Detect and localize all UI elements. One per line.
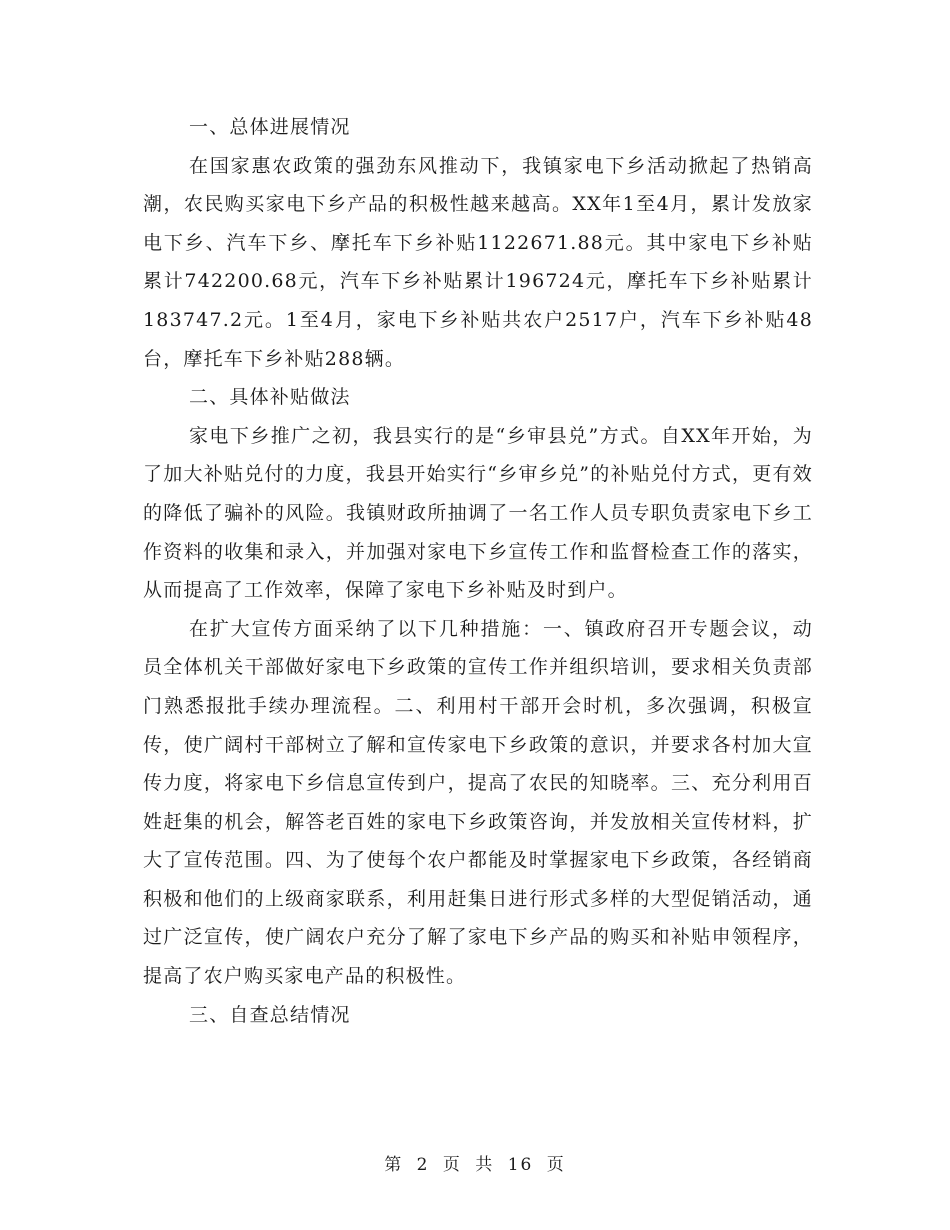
document-body	[143, 108, 813, 1034]
section-heading-subsidy-practice: 二、具体补贴做法	[189, 386, 351, 409]
paragraph-subsidy-method: 家电下乡推广之初，我县实行的是“乡审县兑”方式。自XX年开始，为了加大补贴兑付的力度，我县开始实行“乡审乡兑”的补贴兑付方式，更有效的降低了骗补的风险。我镇财政所抽调了一名工作人员专职负责家电下乡工作资料的收集和录入，并加强对家电下乡宣传工作和监督检查工作的落实，从而提高了工作效率，保障了家电下乡补贴及时到户。	[143, 424, 813, 602]
paragraph-overall-progress: 在国家惠农政策的强劲东风推动下，我镇家电下乡活动掀起了热销高潮，农民购买家电下乡产品的积极性越来越高。XX年1至4月，累计发放家电下乡、汽车下乡、摩托车下乡补贴1122671.88元。其中家电下乡补贴累计742200.68元，汽车下乡补贴累计196724元，摩托车下乡补贴累计183747.2元。1至4月，家电下乡补贴共农户2517户，汽车下乡补贴48台，摩托车下乡补贴288辆。	[143, 154, 813, 370]
page-number-footer: 第 2 页 共 16 页	[384, 1155, 566, 1175]
paragraph-publicity-measures: 在扩大宣传方面采纳了以下几种措施：一、镇政府召开专题会议，动员全体机关干部做好家电下乡政策的宣传工作并组织培训，要求相关负责部门熟悉报批手续办理流程。二、利用村干部开会时机，多次强调，积极宣传，使广阔村干部树立了解和宣传家电下乡政策的意识，并要求各村加大宣传力度，将家电下乡信息宣传到户，提高了农民的知晓率。三、充分利用百姓赶集的机会，解答老百姓的家电下乡政策咨询，并发放相关宣传材料，扩大了宣传范围。四、为了使每个农户都能及时掌握家电下乡政策，各经销商积极和他们的上级商家联系，利用赶集日进行形式多样的大型促销活动，通过广泛宣传，使广阔农户充分了解了家电下乡产品的购买和补贴申领程序，提高了农户购买家电产品的积极性。	[143, 617, 813, 988]
section-heading-overall-progress: 一、总体进展情况	[189, 116, 351, 138]
section-heading-self-inspection: 三、自查总结情况	[189, 1003, 351, 1026]
